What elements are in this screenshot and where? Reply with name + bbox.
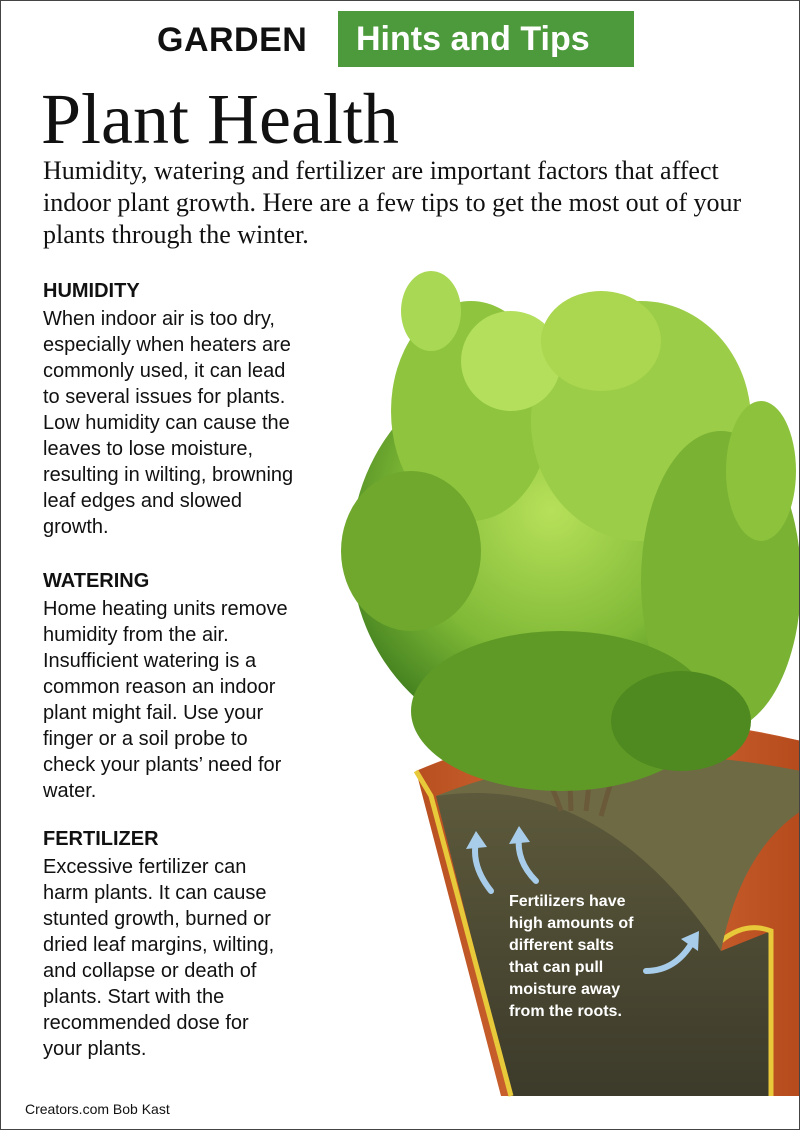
section-body-watering: Home heating units remove humidity from the air. Insufficient watering is a common reason an indoor plant might fail. Use your finger or a soil probe to check your plants’ need for water. [43,598,288,802]
section-body-fertilizer: Excessive fertilizer can harm plants. It can cause stunted growth, burned or dried leaf margins, wilting, and collapse or death of plants. Start with the recommended dose for your plants. [43,856,275,1060]
callout-text: Fertilizers have high amounts of different salts that can pull moisture away from the roots. [509,893,634,1020]
header-garden: GARDEN [157,21,308,59]
intro-text: Humidity, watering and fertilizer are important factors that affect indoor plant growth. Here are a few tips to get the most out of your plants through the winter. [43,156,742,249]
plant-foliage [341,271,800,791]
page-title: Plant Health [41,79,399,159]
section-heading-humidity: HUMIDITY [43,280,140,302]
section-heading-fertilizer: FERTILIZER [43,828,159,850]
section-heading-watering: WATERING [43,570,150,592]
section-body-humidity: When indoor air is too dry, especially when heaters are commonly used, it can lead to several issues for plants. Low humidity can cause the leaves to lose moisture, resulting in wilting, browning leaf edges and slowed growth. [43,308,294,538]
header [1,9,800,67]
credit-line: Creators.com Bob Kast [25,1101,170,1117]
header-hints: Hints and Tips [356,20,590,58]
header-hints-box [338,11,634,67]
